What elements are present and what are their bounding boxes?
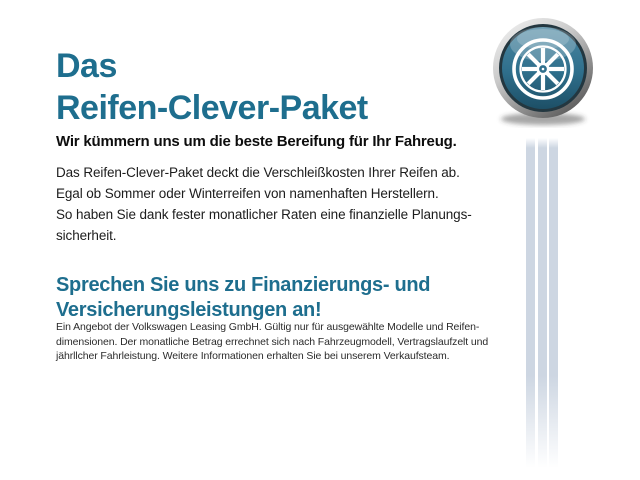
tire-wheel-icon-svg [491,16,595,128]
stripe [526,138,535,468]
intro-body-line: So haben Sie dank fester monatlicher Raten eine finanzielle Planungs- [56,207,472,222]
cta-heading-line1: Sprechen Sie uns zu Finanzierungs- und [56,273,431,296]
intro-body [56,162,472,246]
intro-body-line: Das Reifen-Clever-Paket deckt die Verschleißkosten Ihrer Reifen ab. [56,165,460,180]
cta-heading [56,273,430,323]
page-title-line1: Das [56,46,117,85]
legal-line: dimensionen. Der monatliche Betrag errechnet sich nach Fahrzeugmodell, Vertragslaufzelt und [56,335,489,348]
stripe [549,138,558,468]
page-title-line2: Reifen-Clever-Paket [56,88,368,127]
tire-wheel-icon [491,16,595,128]
legal-disclaimer [56,320,488,364]
intro-body-line: sicherheit. [56,228,117,243]
legal-line: Ein Angebot der Volkswagen Leasing GmbH. Gültig nur für ausgewählte Modelle und Reifen- [56,321,480,333]
intro-subtitle: Wir kümmern uns um die beste Bereifung für Ihr Fahreug. [56,133,457,150]
intro-body-line: Egal ob Sommer oder Winterreifen von namenhaften Herstellern. [56,186,439,201]
page-title [56,45,368,129]
stripe [538,138,547,468]
decorative-stripes [526,138,558,468]
legal-line: jährllcher Fahrleistung. Weitere Informationen erhalten Sie bei unserem Verkaufsteam. [56,350,450,362]
cta-heading-line2: Versicherungsleistungen an! [56,298,322,321]
